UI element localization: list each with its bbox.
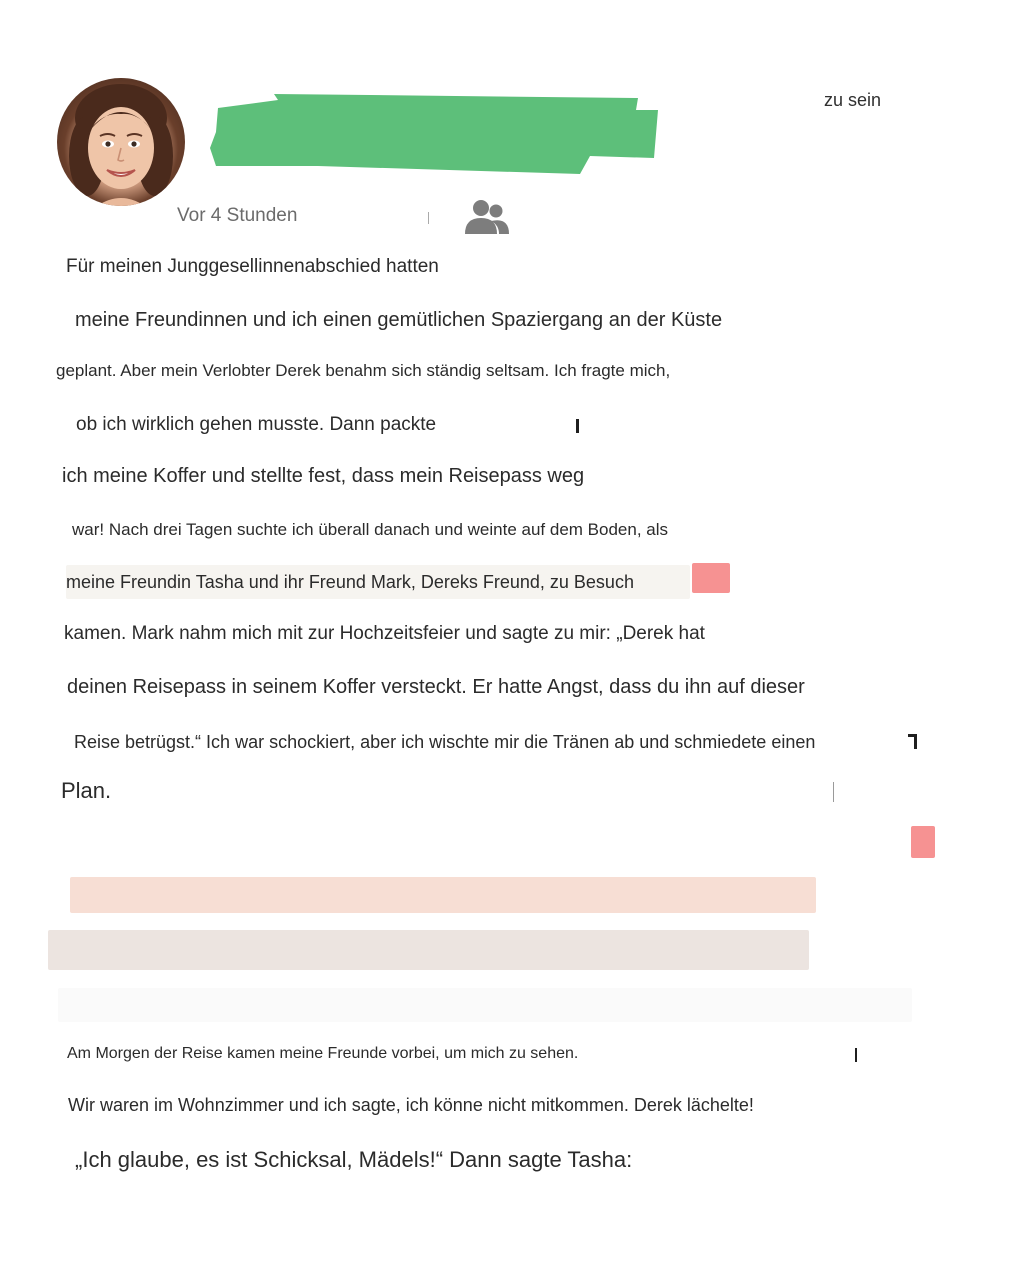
post-text-line: kamen. Mark nahm mich mit zur Hochzeitsfeier und sagte zu mir: „Derek hat [64, 623, 705, 644]
stray-mark [855, 1048, 857, 1062]
profile-photo [57, 78, 185, 206]
redaction-band [58, 988, 912, 1022]
pink-marker [692, 563, 730, 593]
post-text-line: meine Freundinnen und ich einen gemütlichen Spaziergang an der Küste [75, 309, 723, 331]
post-text-line: ob ich wirklich gehen musste. Dann packte [76, 414, 437, 435]
post-timestamp[interactable]: Vor 4 Stunden [177, 205, 298, 226]
post-text-line: Für meinen Junggesellinnenabschied hatten [66, 256, 439, 277]
post-text-line: deinen Reisepass in seinem Koffer versteckt. Er hatte Angst, dass du ihn auf dieser [67, 676, 805, 698]
post-text-line: Wir waren im Wohnzimmer und ich sagte, ich könne nicht mitkommen. Derek lächelte! [68, 1095, 754, 1115]
post-text-line: meine Freundin Tasha und ihr Freund Mark, Dereks Freund, zu Besuch [66, 572, 634, 592]
stray-mark [914, 734, 917, 749]
pink-marker [911, 826, 935, 858]
header-suffix-text: zu sein [824, 90, 882, 110]
post-text-line: ich meine Koffer und stellte fest, dass mein Reisepass weg [62, 465, 585, 487]
redaction-band [70, 877, 816, 913]
post-text-line: Reise betrügst.“ Ich war schockiert, aber ich wischte mir die Tränen ab und schmiedete einen [74, 732, 816, 752]
post-text-line: Am Morgen der Reise kamen meine Freunde vorbei, um mich zu sehen. [67, 1045, 579, 1062]
post-text-line: „Ich glaube, es ist Schicksal, Mädels!“ Dann sagte Tasha: [75, 1147, 633, 1172]
post-text-line: war! Nach drei Tagen suchte ich überall danach und weinte auf dem Boden, als [72, 520, 669, 539]
stray-mark [576, 419, 579, 433]
avatar[interactable] [57, 78, 185, 206]
redaction-band [48, 930, 809, 970]
people-icon[interactable] [463, 196, 511, 236]
stray-mark [833, 782, 834, 802]
post-text-line: Plan. [61, 778, 112, 803]
post-text-line: geplant. Aber mein Verlobter Derek benahm sich ständig seltsam. Ich fragte mich, [56, 361, 671, 380]
name-redaction [208, 86, 660, 176]
separator [428, 212, 429, 224]
